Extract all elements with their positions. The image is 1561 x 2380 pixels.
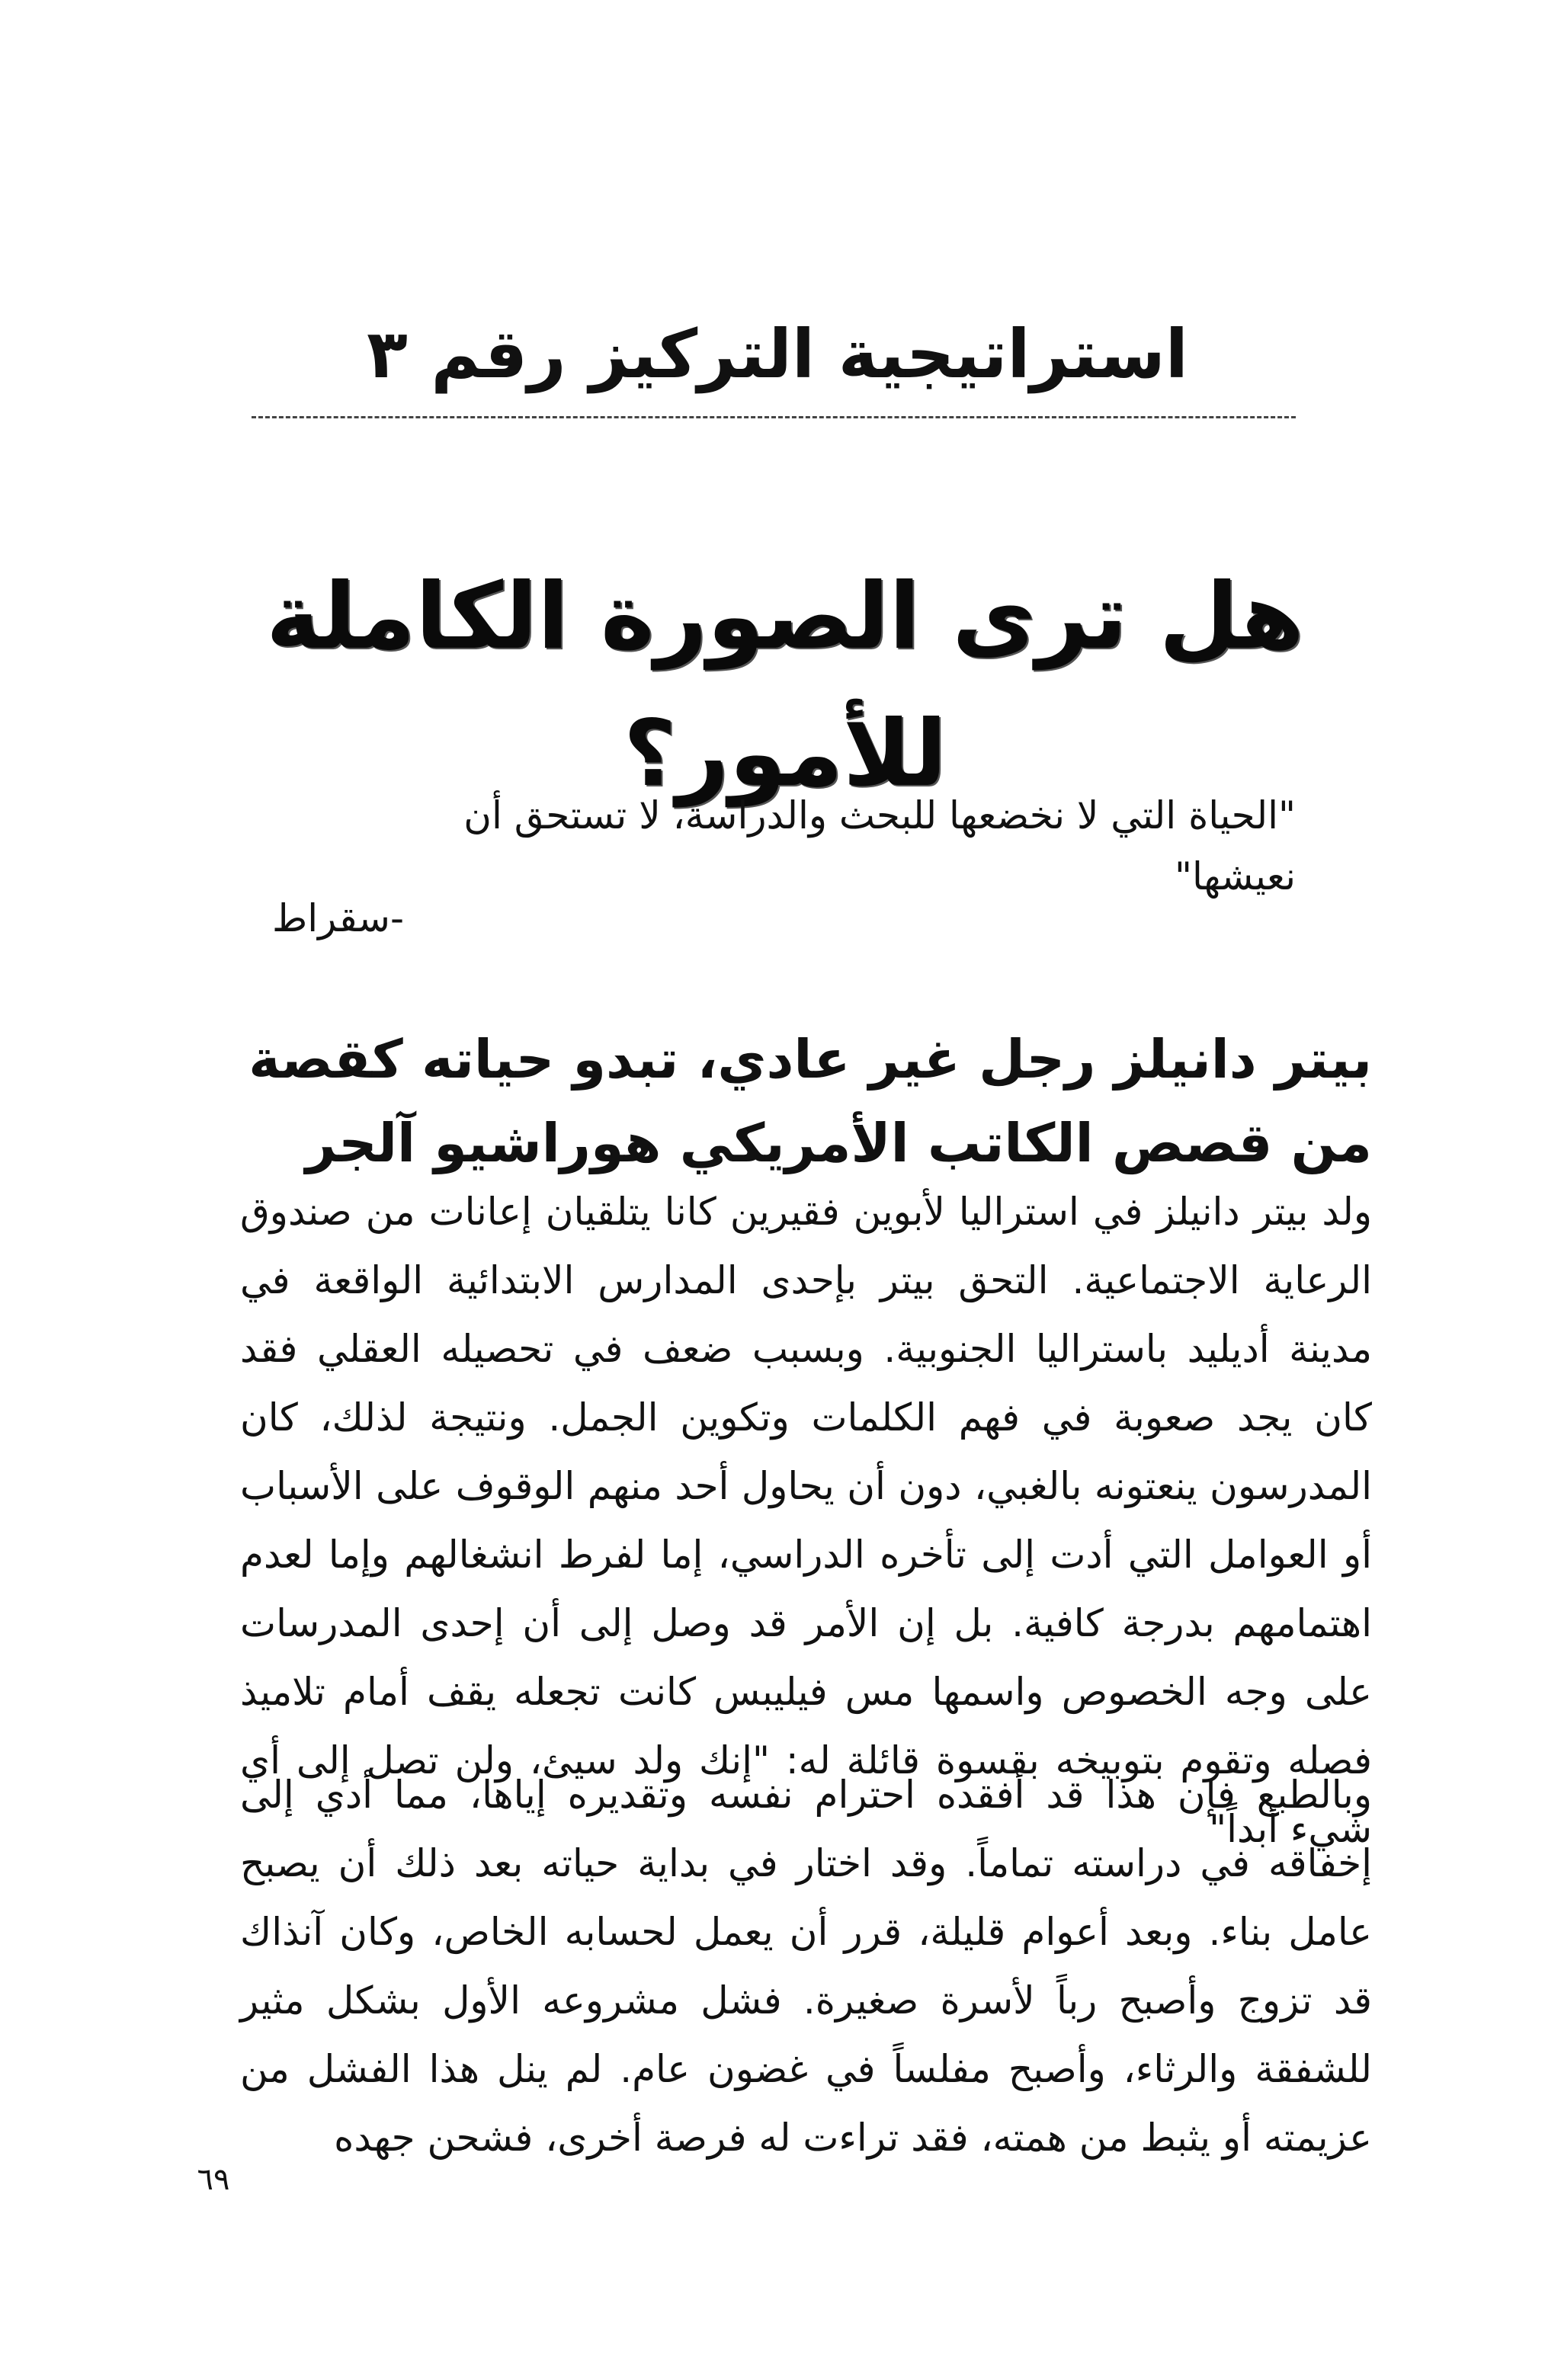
- header-divider: [252, 416, 1296, 418]
- body-paragraph-2: وبالطبع فإن هذا قد أفقده احترام نفسه وتقديره إياها، مما أدي إلى إخفاقه في دراسته تماماً. وقد اختار في بداية حياته بعد ذلك أن يصبح عامل بناء. وبعد أعوام قليلة، قرر أن يعمل لحسابه الخاص، وكان آنذاك قد تزوج وأصبح رباً لأسرة صغيرة. فشل مشروعه الأول بشكل مثير للشفقة والرثاء، وأصبح مفلساً في غضون عام. لم ينل هذا الفشل من عزيمته أو يثبط من همته، فقد تراءت له فرصة أخرى، فشحن جهده: [240, 1773, 1372, 2160]
- epigraph-quote: "الحياة التي لا نخضعها للبحث والدراسة، لا تستحق أن نعيشها": [463, 793, 1296, 899]
- main-heading: هل ترى الصورة الكاملة للأمور؟: [265, 564, 1304, 807]
- body-paragraph-1: ولد بيتر دانيلز في استراليا لأبوين فقيرين كانا يتلقيان إعانات من صندوق الرعاية الاجتماعية. التحق بيتر بإحدى المدارس الابتدائية الواقعة في مدينة أديليد باستراليا الجنوبية. وبسبب ضعف في تحصيله العقلي فقد كان يجد صعوبة في فهم الكلمات وتكوين الجمل. ونتيجة لذلك، كان المدرسون ينعتونه بالغبي، دون أن يحاول أحد منهم الوقوف على الأسباب أو العوامل التي أدت إلى تأخره الدراسي، إما لفرط انشغالهم وإما لعدم اهتمامهم بدرجة كافية. بل إن الأمر قد وصل إلى أن إحدى المدرسات على وجه الخصوص واسمها مس فيليبس كانت تجعله يقف أمام تلاميذ فصله وتقوم بتوبيخه بقسوة قائلة له: "إنك ولد سيئ، ولن تصل إلى أي شيء أبداً": [240, 1190, 1372, 1851]
- chapter-title: استراتيجية التركيز رقم ٣: [367, 315, 1188, 393]
- chapter-header: [244, 305, 1311, 404]
- section-heading: بيتر دانيلز رجل غير عادي، تبدو حياته كقصة من قصص الكاتب الأمريكي هوراشيو آلجر: [248, 1028, 1372, 1174]
- page-number: ٦٩: [197, 2162, 230, 2197]
- epigraph-author: -سقراط: [272, 896, 404, 940]
